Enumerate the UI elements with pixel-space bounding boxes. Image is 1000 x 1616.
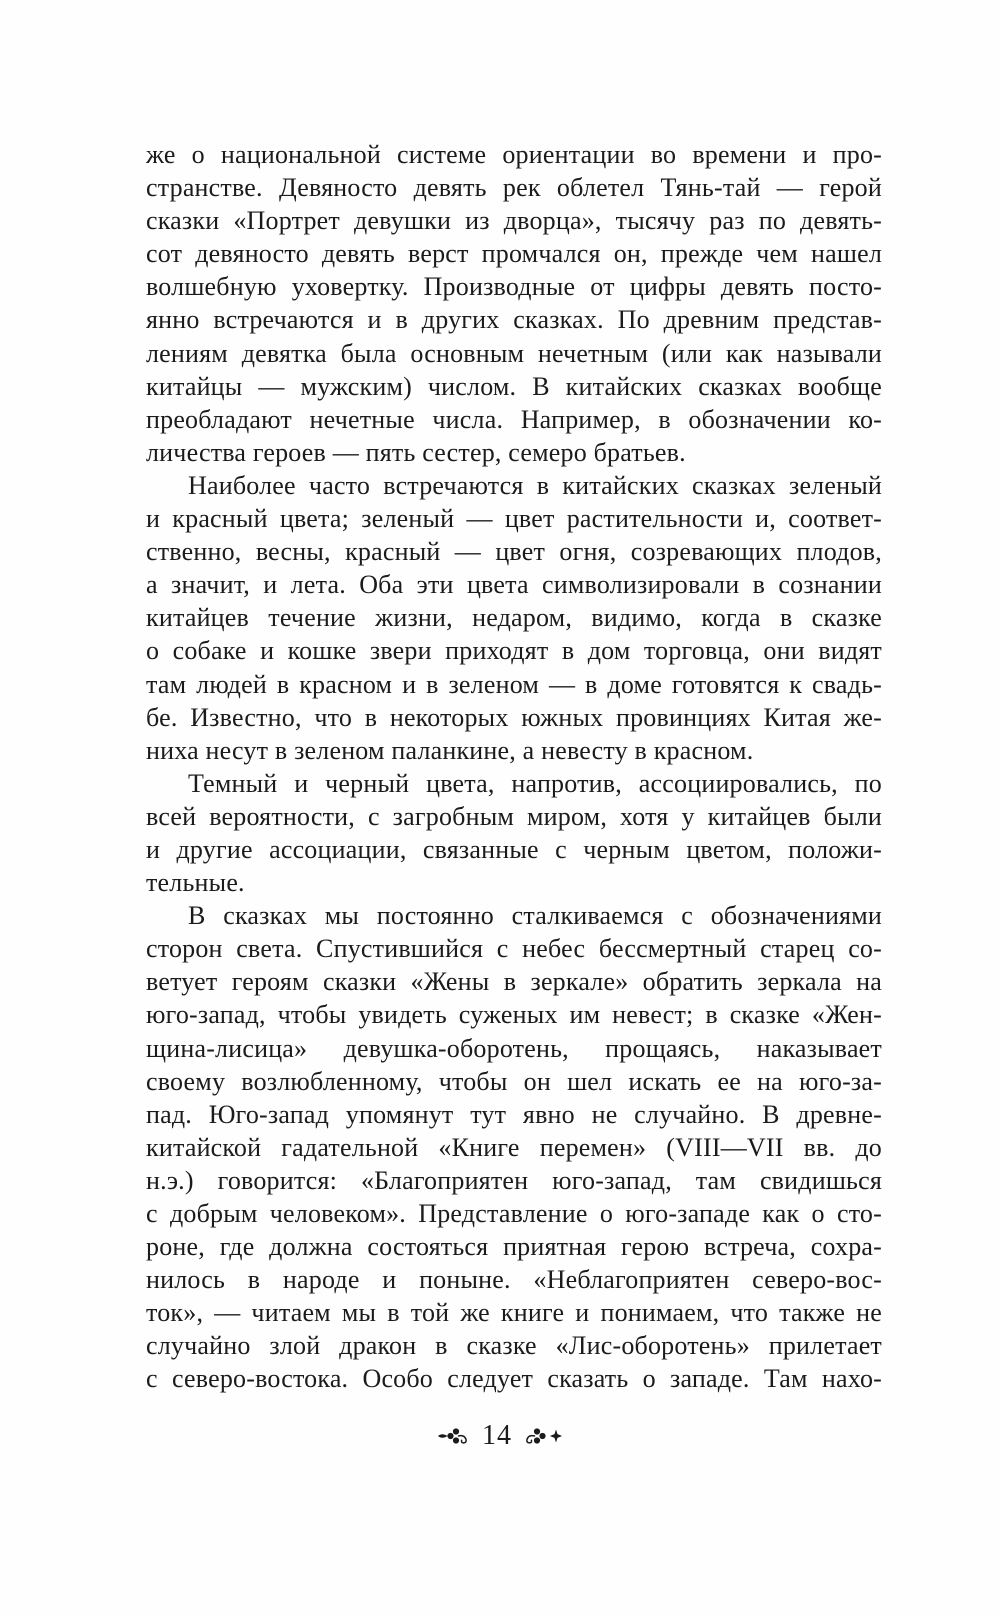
text-line: Наиболее часто встречаются в китайских сказках зеленый <box>188 470 882 500</box>
text-line: роне, где должна состояться приятная герою встреча, сохра- <box>146 1232 882 1262</box>
text-line: случайно злой дракон в сказке «Лис-оборотень» прилетает <box>146 1331 882 1361</box>
text-line: с северо-востока. Особо следует сказать о западе. Там нахо- <box>146 1364 882 1394</box>
text-line: сказки «Портрет девушки из дворца», тысячу раз по девять- <box>146 206 882 236</box>
text-line: всей вероятности, с загробным миром, хотя у китайцев были <box>146 801 882 831</box>
text-line: н.э.) говорится: «Благоприятен юго-запад, там свидишься <box>146 1165 882 1195</box>
paragraph <box>146 469 882 767</box>
text-line: лениям девятка была основным нечетным (или как называли <box>146 338 882 368</box>
text-line: сот девяносто девять верст промчался он, прежде чем нашел <box>146 239 882 269</box>
text-line: юго-запад, чтобы увидеть суженых им невест; в сказке «Жен- <box>146 1000 882 1030</box>
text-line: и красный цвета; зеленый — цвет растительности и, соответ- <box>146 504 882 534</box>
paragraph <box>146 767 882 899</box>
text-line: бе. Известно, что в некоторых южных провинциях Китая же- <box>146 702 882 732</box>
text-line: ветует героям сказки «Жены в зеркале» обратить зеркала на <box>146 967 882 997</box>
text-line: китайцы — мужским) числом. В китайских сказках вообще <box>146 371 882 401</box>
text-line: там людей в красном и в зеленом — в доме готовятся к свадь- <box>146 669 882 699</box>
text-line: В сказках мы постоянно сталкиваемся с обозначениями <box>188 901 882 931</box>
text-line: китайцев течение жизни, недаром, видимо, когда в сказке <box>146 603 882 633</box>
text-line: с добрым человеком». Представление о юго-западе как о сто- <box>146 1199 882 1228</box>
text-line: преобладают нечетные числа. Например, в обозначении ко- <box>146 404 882 434</box>
page-footer <box>0 1420 1000 1452</box>
text-line: нилось в народе и поныне. «Неблагоприятен северо-вос- <box>146 1265 882 1295</box>
fleuron-left-icon <box>436 1425 468 1447</box>
text-line: и другие ассоциации, связанные с черным цветом, положи- <box>146 834 882 864</box>
page-number: 14 <box>482 1420 512 1451</box>
page-text <box>146 138 882 1396</box>
text-line: волшебную уховертку. Производные от цифры девять посто- <box>146 272 882 302</box>
text-line: сторон света. Спустившийся с небес бессмертный старец со- <box>146 934 882 964</box>
text-line: ток», — читаем мы в той же книге и понимаем, что также не <box>146 1298 882 1328</box>
paragraph <box>146 138 882 469</box>
text-line: а значит, и лета. Оба эти цвета символизировали в сознании <box>146 570 882 600</box>
text-line: щина-лисица» девушка-оборотень, прощаясь, наказывает <box>146 1033 882 1063</box>
text-line: же о национальной системе ориентации во времени и про- <box>146 140 882 169</box>
paragraph <box>146 899 882 1395</box>
text-line: странстве. Девяносто девять рек облетел Тянь-тай — герой <box>146 173 882 203</box>
text-line: китайской гадательной «Книге перемен» (VIII—VII вв. до <box>146 1132 882 1162</box>
fleuron-right-icon <box>526 1425 564 1447</box>
text-line: своему возлюбленному, чтобы он шел искать ее на юго-за- <box>146 1066 882 1096</box>
text-line: пад. Юго-запад упомянут тут явно не случайно. В древне- <box>146 1099 882 1129</box>
text-line: о собаке и кошке звери приходят в дом торговца, они видят <box>146 636 882 666</box>
text-line: Темный и черный цвета, напротив, ассоциировались, по <box>188 768 882 798</box>
text-line: ственно, весны, красный — цвет огня, созревающих плодов, <box>146 537 882 567</box>
text-line: тельные. <box>146 868 245 898</box>
text-line: янно встречаются и в других сказках. По древним представ- <box>146 305 882 335</box>
text-line: ниха несут в зеленом паланкине, а невесту в красном. <box>146 735 754 765</box>
text-line: личества героев — пять сестер, семеро братьев. <box>146 437 686 467</box>
